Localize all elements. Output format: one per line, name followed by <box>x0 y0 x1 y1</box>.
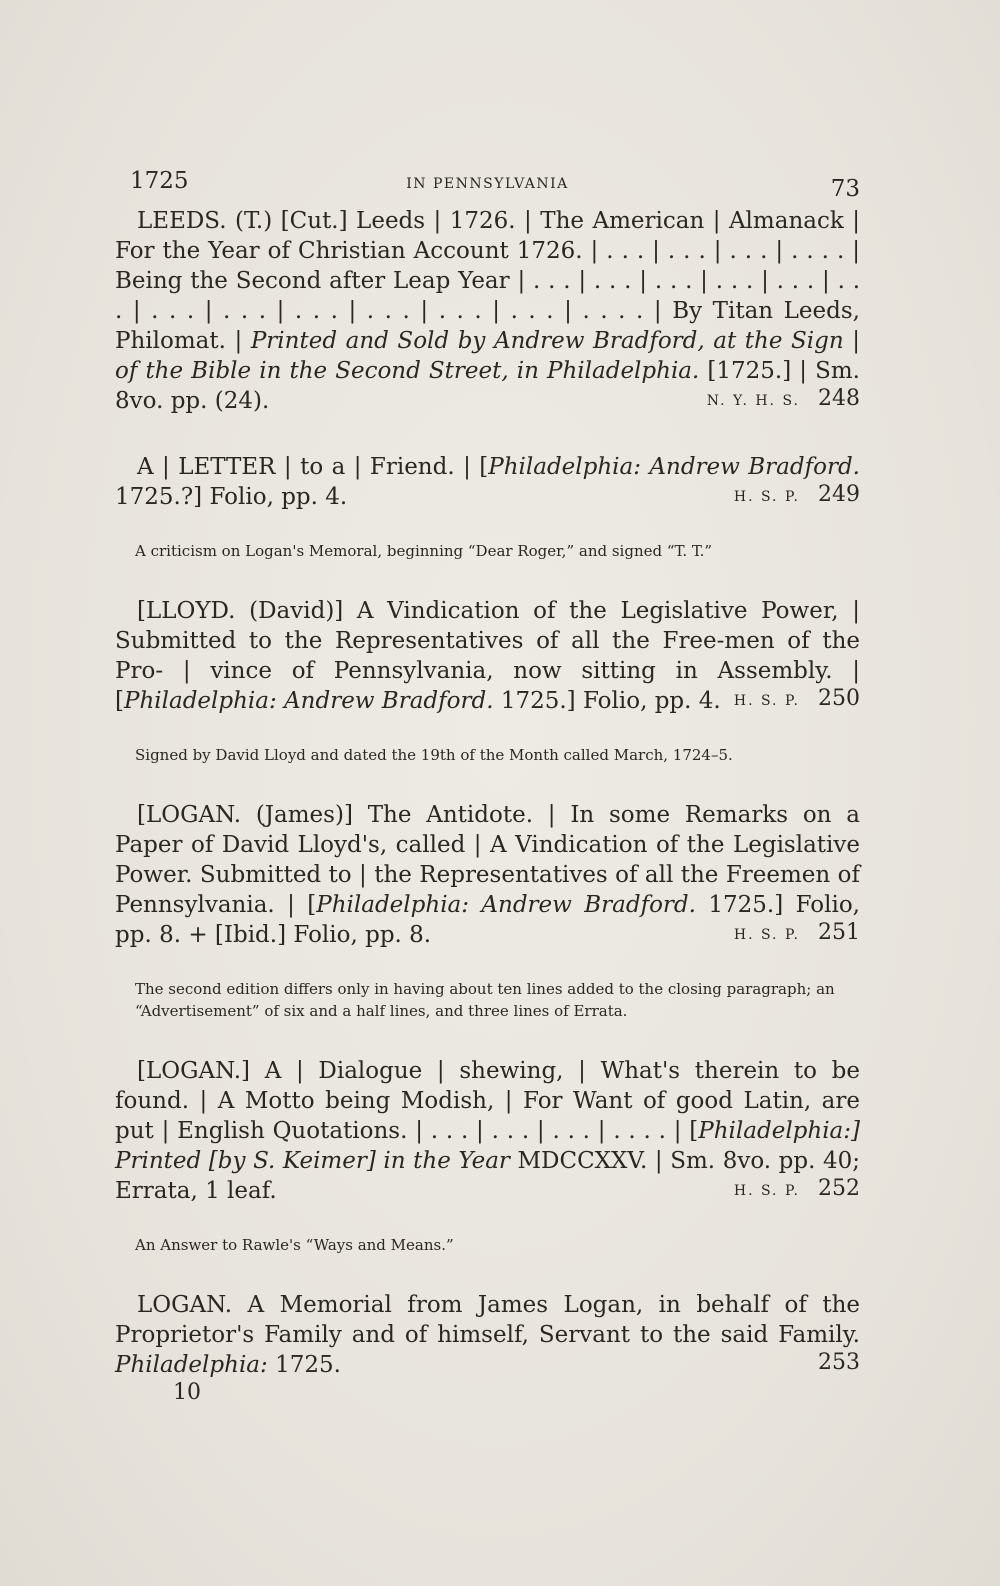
entry-number: 250 <box>818 686 860 711</box>
running-head-title: IN PENNSYLVANIA <box>406 176 569 192</box>
entry-imprint: Philadelphia: <box>115 1352 268 1378</box>
text-column <box>115 160 860 1405</box>
entry-imprint: Philadelphia:] Printed [by S. Keimer] in the Year <box>115 1118 860 1174</box>
entry-text: [LOGAN. (James)] The Antidote. | In some Remarks on a Paper of David Lloyd's, called | A Vindication of the Legislative Power. Submitted to | the Representatives of all the Freemen of Pennsylvania. | [ <box>115 802 860 918</box>
entry-number: 248 <box>818 386 860 411</box>
entry-collation: 1725.] Folio, pp. 8. + [Ibid.] Folio, pp. 8. <box>115 892 860 948</box>
page-number: 73 <box>830 176 860 202</box>
running-head <box>115 160 860 200</box>
library-code: H. S. P. <box>733 693 800 709</box>
entry-text: A | LETTER | to a | Friend. | [ <box>137 454 489 480</box>
entry-note: An Answer to Rawle's “Ways and Means.” <box>135 1236 454 1254</box>
library-code: H. S. P. <box>733 1183 800 1199</box>
entry-text: LOGAN. A Memorial from James Logan, in behalf of the Proprietor's Family and of himself, Servant to the said Family. <box>115 1292 860 1348</box>
entry-collation: 1725.?] Folio, pp. 4. <box>115 484 348 510</box>
entry-number: 249 <box>818 482 860 507</box>
signature-mark: 10 <box>173 1380 201 1405</box>
entry-imprint: Philadelphia: Andrew Bradford. <box>123 688 494 714</box>
entry-text: [LOGAN.] A | Dialogue | shewing, | What's therein to be found. | A Motto being Modish, | For Want of good Latin, are put | English Quotations. | . . . | . . . | . . . | . . . . | [ <box>115 1058 860 1144</box>
entry-imprint: Printed and Sold by Andrew Bradford, at the Sign | of the Bible in the Second Street, in Philadelphia. <box>115 328 861 384</box>
library-code: H. S. P. <box>733 927 800 943</box>
entry-text: LEEDS. (T.) [Cut.] Leeds | 1726. | The American | Almanack | For the Year of Christian Account 1726. | . . . | . . . | . . . | . . . . | Being the Second after Leap Year | . . . | . . . | . . . | . . . | . . . | . . . | . . . | . . . | . . . | . . . | . . . | . . . | . . . . | By Titan Leeds, Philomat. | <box>115 208 860 354</box>
entry-collation: 1725.] Folio, pp. 4. <box>493 688 721 714</box>
entry-note: A criticism on Logan's Memoral, beginning “Dear Roger,” and signed “T. T.” <box>135 542 713 560</box>
entry-number: 251 <box>818 920 860 945</box>
entry-text: [LLOYD. (David)] A Vindication of the Legislative Power, | Submitted to the Representatives of all the Free-men of the Pro- | vince of Pennsylvania, now sitting in Assembly. | [ <box>115 598 860 714</box>
running-head-year: 1725 <box>130 168 189 194</box>
entry-note: The second edition differs only in having about ten lines added to the closing paragraph; an “Advertisement” of six and a half lines, and three lines of Errata. <box>135 980 835 1020</box>
entry-note: Signed by David Lloyd and dated the 19th of the Month called March, 1724–5. <box>135 746 733 764</box>
bib-entry <box>115 206 860 416</box>
entry-number: 252 <box>818 1176 860 1201</box>
library-code: N. Y. H. S. <box>706 393 800 409</box>
entry-imprint: Philadelphia: Andrew Bradford. <box>488 454 860 480</box>
entry-collation: [1725.] | Sm. 8vo. pp. (24). <box>115 358 860 414</box>
entry-collation: 1725. <box>267 1352 341 1378</box>
entry-collation: MDCCXXV. | Sm. 8vo. pp. 40; Errata, 1 leaf. <box>115 1148 861 1204</box>
library-code: H. S. P. <box>733 489 800 505</box>
entry-number: 253 <box>818 1350 860 1375</box>
entry-imprint: Philadelphia: Andrew Bradford. <box>316 892 696 918</box>
